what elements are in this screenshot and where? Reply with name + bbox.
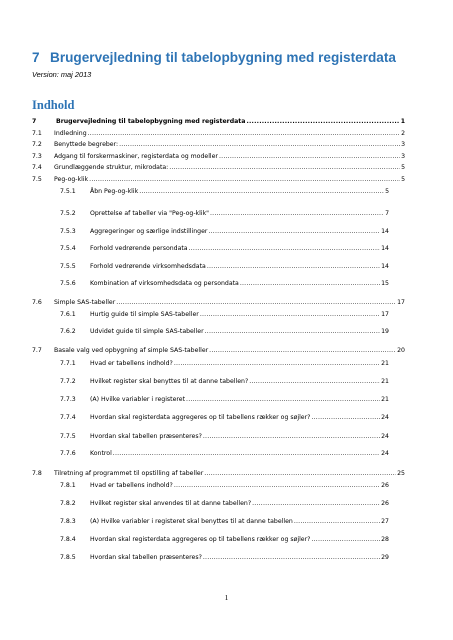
toc-entry-title: Basale valg ved opbygning af simple SAS-tabeller	[54, 347, 209, 354]
toc-entry-number: 7	[32, 118, 37, 125]
toc-entry-number: 7.7.4	[60, 414, 76, 421]
toc-entry-title: Peg-og-klik	[54, 176, 89, 183]
toc-dot-leader	[204, 470, 396, 478]
toc-entry[interactable]	[60, 226, 389, 236]
toc-entry-title: Grundlæggende struktur, mikrodata:	[54, 164, 169, 171]
toc-entry[interactable]	[60, 208, 389, 218]
toc-entry-page: 17	[381, 311, 389, 318]
toc-entry-title: Hvordan skal tabellen præsenteres?	[90, 554, 202, 561]
toc-entry-page: 5	[385, 188, 389, 195]
toc-entry-page: 29	[381, 554, 389, 561]
toc-entry[interactable]	[32, 128, 405, 138]
toc-entry-page: 7	[385, 210, 389, 217]
page-number: 1	[224, 593, 229, 602]
toc-entry[interactable]	[32, 468, 405, 478]
toc-entry-page: 5	[401, 176, 405, 183]
version-line: Version: maj 2013	[32, 70, 92, 79]
toc-entry-page: 24	[381, 414, 389, 421]
toc-dot-leader	[113, 450, 380, 458]
chapter-number: 7	[32, 50, 40, 65]
toc-entry-page: 24	[381, 433, 389, 440]
toc-dot-leader	[209, 347, 396, 355]
toc-entry[interactable]	[32, 139, 405, 149]
toc-entry-title: Aggregeringer og særlige indstillinger	[90, 228, 208, 235]
toc-entry[interactable]	[60, 278, 389, 288]
toc-entry-number: 7.7.1	[60, 360, 76, 367]
toc-entry-number: 7.8.4	[60, 536, 76, 543]
toc-entry-title: Simple SAS-tabeller	[54, 299, 116, 306]
toc-dot-leader	[205, 328, 380, 336]
toc-entry-title: Brugervejledning til tabelopbygning med registerdata	[56, 118, 246, 125]
toc-entry[interactable]	[32, 151, 405, 161]
toc-entry[interactable]	[32, 297, 405, 307]
toc-entry-page: 19	[381, 328, 389, 335]
toc-entry-page: 1	[400, 118, 405, 125]
toc-entry[interactable]	[60, 448, 389, 458]
toc-dot-leader	[240, 280, 380, 288]
toc-entry[interactable]	[60, 534, 389, 544]
toc-entry[interactable]	[60, 358, 389, 368]
chapter-title	[32, 50, 396, 65]
toc-entry-page: 17	[397, 299, 405, 306]
toc-entry[interactable]	[60, 480, 389, 490]
toc-entry-page: 2	[401, 130, 405, 137]
toc-entry-title: Adgang til forskermaskiner, registerdata og modeller	[54, 153, 218, 160]
toc-entry[interactable]	[60, 261, 389, 271]
toc-entry-number: 7.8.1	[60, 482, 76, 489]
toc-entry-page: 14	[381, 245, 389, 252]
toc-entry-title: (A) Hvilke variabler i registeret skal benyttes til at danne tabellen	[90, 518, 293, 525]
toc-entry[interactable]	[32, 174, 405, 184]
toc-entry[interactable]	[60, 431, 389, 441]
toc-entry-number: 7.5	[32, 176, 42, 183]
toc-entry-page: 26	[381, 482, 389, 489]
toc-dot-leader	[200, 311, 380, 319]
toc-entry-number: 7.7	[32, 347, 42, 354]
toc-entry[interactable]	[60, 326, 389, 336]
toc-entry-title: Forhold vedrørende virksomhedsdata	[90, 263, 206, 270]
toc-dot-leader	[252, 500, 380, 508]
toc-dot-leader	[294, 518, 380, 526]
toc-entry-page: 20	[397, 347, 405, 354]
chapter-title-text: Brugervejledning til tabelopbygning med registerdata	[50, 50, 396, 65]
toc-dot-leader	[88, 130, 400, 138]
toc-dot-leader	[249, 378, 380, 386]
toc-entry[interactable]	[32, 116, 405, 126]
toc-entry-number: 7.6.2	[60, 328, 76, 335]
toc-entry-page: 27	[381, 518, 389, 525]
toc-entry-number: 7.8	[32, 470, 42, 477]
toc-entry-title: (A) Hvilke variabler i registeret	[90, 396, 186, 403]
toc-entry-number: 7.1	[32, 130, 42, 137]
toc-entry[interactable]	[60, 412, 389, 422]
toc-entry-page: 3	[401, 153, 405, 160]
toc-entry-number: 7.8.2	[60, 500, 76, 507]
toc-entry[interactable]	[60, 516, 389, 526]
toc-entry[interactable]	[60, 376, 389, 386]
toc-entry-page: 15	[381, 280, 389, 287]
toc-entry-number: 7.5.4	[60, 245, 76, 252]
toc-entry-number: 7.5.2	[60, 210, 76, 217]
toc-entry-title: Hvilket register skal benyttes til at danne tabellen?	[90, 378, 249, 385]
toc-entry-number: 7.5.1	[60, 188, 76, 195]
toc-entry-title: Udvidet guide til simple SAS-tabeller	[90, 328, 204, 335]
toc-heading: Indhold	[32, 98, 75, 112]
toc-entry-number: 7.5.5	[60, 263, 76, 270]
toc-dot-leader	[210, 210, 384, 218]
toc-dot-leader	[139, 188, 384, 196]
toc-dot-leader	[186, 396, 380, 404]
toc-entry-page: 26	[381, 500, 389, 507]
toc-entry-title: Kontrol	[90, 450, 112, 457]
toc-entry[interactable]	[32, 162, 405, 172]
toc-entry-page: 25	[397, 470, 405, 477]
toc-entry-page: 14	[381, 263, 389, 270]
toc-entry-title: Kombination af virksomhedsdata og persondata	[90, 280, 239, 287]
toc-entry-number: 7.3	[32, 153, 42, 160]
toc-entry-title: Åbn Peg-og-klik	[90, 188, 139, 195]
toc-entry[interactable]	[60, 498, 389, 508]
toc-dot-leader	[203, 433, 380, 441]
toc-dot-leader	[208, 228, 380, 236]
toc-entry[interactable]	[60, 309, 389, 319]
toc-entry-title: Tilretning af programmet til opstilling af tabeller	[54, 470, 204, 477]
toc-entry-number: 7.5.3	[60, 228, 76, 235]
toc-entry[interactable]	[60, 394, 389, 404]
toc-entry[interactable]	[32, 345, 405, 355]
toc-entry-title: Hvad er tabellens indhold?	[90, 360, 173, 367]
toc-entry-title: Indledning	[54, 130, 87, 137]
toc-dot-leader	[207, 263, 380, 271]
toc-entry-number: 7.7.5	[60, 433, 76, 440]
toc-dot-leader	[311, 414, 380, 422]
toc-dot-leader	[174, 482, 380, 490]
toc-entry-number: 7.4	[32, 164, 42, 171]
toc-entry-page: 5	[401, 164, 405, 171]
toc-entry-page: 21	[381, 378, 389, 385]
toc-entry-title: Oprettelse af tabeller via "Peg-og-klik"	[90, 210, 210, 217]
toc-dot-leader	[189, 245, 381, 253]
toc-entry-title: Hvordan skal tabellen præsenteres?	[90, 433, 202, 440]
toc-entry-number: 7.7.3	[60, 396, 76, 403]
toc-entry-title: Hvad er tabellens indhold?	[90, 482, 173, 489]
toc-entry-number: 7.8.5	[60, 554, 76, 561]
toc-dot-leader	[169, 164, 400, 172]
toc-dot-leader	[203, 554, 380, 562]
toc-entry-page: 21	[381, 360, 389, 367]
toc-entry-page: 24	[381, 450, 389, 457]
toc-entry-page: 14	[381, 228, 389, 235]
toc-entry-page: 21	[381, 396, 389, 403]
toc-entry[interactable]	[60, 186, 389, 196]
toc-entry-number: 7.6	[32, 299, 42, 306]
toc-dot-leader	[89, 176, 400, 184]
toc-entry-title: Hurtig guide til simple SAS-tabeller	[90, 311, 199, 318]
toc-dot-leader	[174, 360, 380, 368]
toc-dot-leader	[119, 141, 400, 149]
toc-dot-leader	[116, 299, 396, 307]
toc-entry[interactable]	[60, 552, 389, 562]
toc-entry-title: Hvordan skal registerdata aggregeres op til tabellens rækker og søjler?	[90, 536, 311, 543]
toc-entry-page: 3	[401, 141, 405, 148]
toc-entry-title: Hvilket register skal anvendes til at danne tabellen?	[90, 500, 252, 507]
toc-entry-title: Hvordan skal registerdata aggregeres op til tabellens rækker og søjler?	[90, 414, 311, 421]
toc-entry[interactable]	[60, 243, 389, 253]
toc-entry-page: 28	[381, 536, 389, 543]
toc-dot-leader	[219, 153, 400, 161]
toc-entry-title: Forhold vedrørende persondata	[90, 245, 188, 252]
toc-entry-number: 7.6.1	[60, 311, 76, 318]
toc-entry-number: 7.7.6	[60, 450, 76, 457]
toc-entry-number: 7.7.2	[60, 378, 76, 385]
toc-entry-title: Benyttede begreber:	[54, 141, 119, 148]
toc-entry-number: 7.5.6	[60, 280, 76, 287]
toc-dot-leader	[311, 536, 380, 544]
toc-dot-leader	[246, 118, 399, 126]
toc-entry-number: 7.2	[32, 141, 42, 148]
toc-entry-number: 7.8.3	[60, 518, 76, 525]
